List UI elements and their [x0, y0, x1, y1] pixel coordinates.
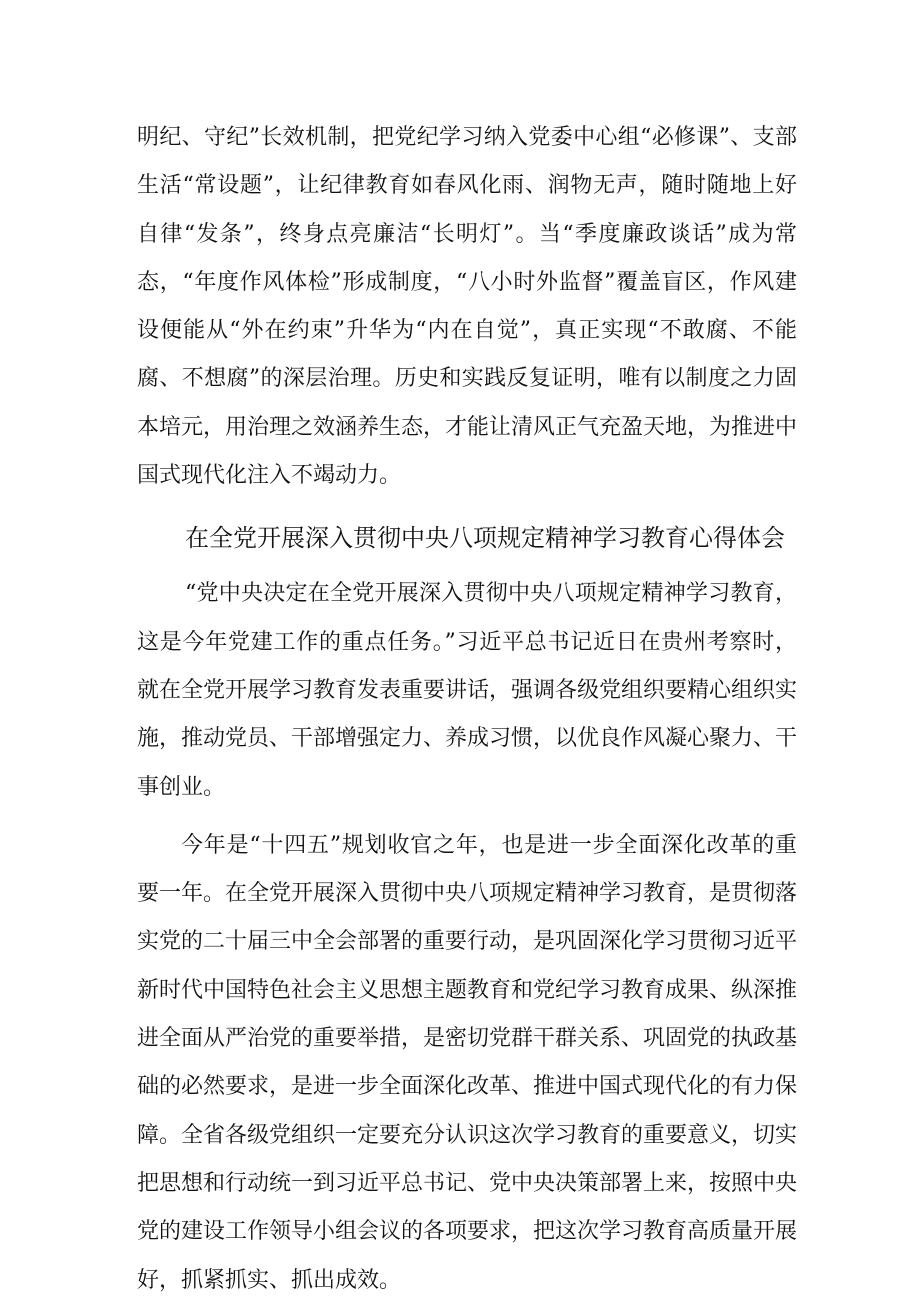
section-title: 在全党开展深入贯彻中央八项规定精神学习教育心得体会 [185, 524, 785, 553]
body-paragraph-continued: 明纪、守纪”长效机制，把党纪学习纳入党委中心组“必修课”、支部生活“常设题”，让纪律教育如春风化雨、润物无声，随时随地上好自律“发条”，终身点亮廉洁“长明灯”。当“季度廉政谈话”成为常态，“年度作风体检”形成制度，“八小时外监督”覆盖盲区，作风建设便能从“外在约束”升华为“内在自觉”，真正实现“不敢腐、不能腐、不想腐”的深层治理。历史和实践反复证明，唯有以制度之力固本培元，用治理之效涵养生态，才能让清风正气充盈天地，为推进中国式现代化注入不竭动力。 [137, 125, 798, 489]
body-paragraph-main: 今年是“十四五”规划收官之年，也是进一步全面深化改革的重要一年。在全党开展深入贯彻中央八项规定精神学习教育，是贯彻落实党的二十届三中全会部署的重要行动，是巩固深化学习贯彻习近平新时代中国特色社会主义思想主题教育和党纪学习教育成果、纵深推进全面从严治党的重要举措，是密切党群干群关系、巩固党的执政基础的必然要求，是进一步全面深化改革、推进中国式现代化的有力保障。全省各级党组织一定要充分认识这次学习教育的重要意义，切实把思想和行动统一到习近平总书记、党中央决策部署上来，按照中央党的建设工作领导小组会议的各项要求，把这次学习教育高质量开展好，抓紧抓实、抓出成效。 [137, 832, 798, 1293]
document-body [137, 114, 797, 1305]
body-paragraph-intro: “党中央决定在全党开展深入贯彻中央八项规定精神学习教育，这是今年党建工作的重点任务。”习近平总书记近日在贵州考察时，就在全党开展学习教育发表重要讲话，强调各级党组织要精心组织实施，推动党员、干部增强定力、养成习惯，以优良作风凝心聚力、干事创业。 [137, 581, 798, 800]
